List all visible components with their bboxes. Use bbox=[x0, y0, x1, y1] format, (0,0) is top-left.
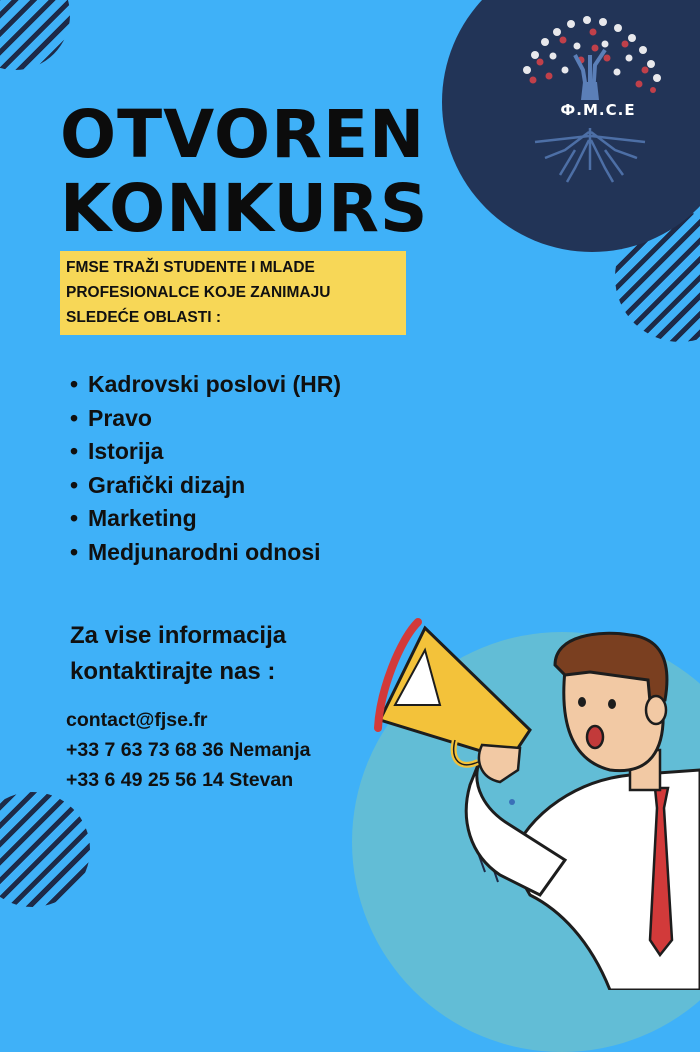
list-item: • Kadrovski poslovi (HR) bbox=[70, 368, 341, 402]
page-title bbox=[60, 98, 428, 246]
man-with-megaphone-illustration bbox=[360, 610, 700, 990]
title-line-2: KONKURS bbox=[60, 170, 429, 247]
list-item: • Marketing bbox=[70, 502, 341, 536]
highlight-line-2: PROFESIONALCE KOJE ZANIMAJU bbox=[66, 284, 331, 301]
contact-email[interactable]: contact@fjse.fr bbox=[66, 709, 208, 731]
info-line-2: kontaktirajte nas : bbox=[70, 658, 276, 685]
list-item: • Medjunarodni odnosi bbox=[70, 536, 341, 570]
highlight-line-1: FMSE TRAŽI STUDENTE I MLADE bbox=[66, 259, 315, 276]
list-item: • Grafički dizajn bbox=[70, 469, 341, 503]
list-item: • Pravo bbox=[70, 402, 341, 436]
contact-phone-2[interactable]: +33 6 49 25 56 14 Stevan bbox=[66, 769, 294, 791]
logo-text: Ф.М.С.Е bbox=[560, 101, 636, 119]
fields-list bbox=[70, 368, 341, 569]
info-line-1: Za vise informacija bbox=[70, 622, 287, 649]
decorative-stripes-bottom-left bbox=[0, 792, 90, 907]
contact-phone-1[interactable]: +33 7 63 73 68 36 Nemanja bbox=[66, 739, 311, 761]
info-heading bbox=[70, 618, 286, 690]
highlight-line-3: SLEDEĆE OBLASTI : bbox=[66, 309, 222, 326]
title-line-1: OTVOREN bbox=[60, 96, 426, 173]
list-item: • Istorija bbox=[70, 435, 341, 469]
contacts bbox=[66, 705, 310, 795]
decorative-stripes-top-left bbox=[0, 0, 70, 70]
tree-logo-icon bbox=[505, 0, 680, 200]
highlight-box bbox=[60, 251, 406, 335]
